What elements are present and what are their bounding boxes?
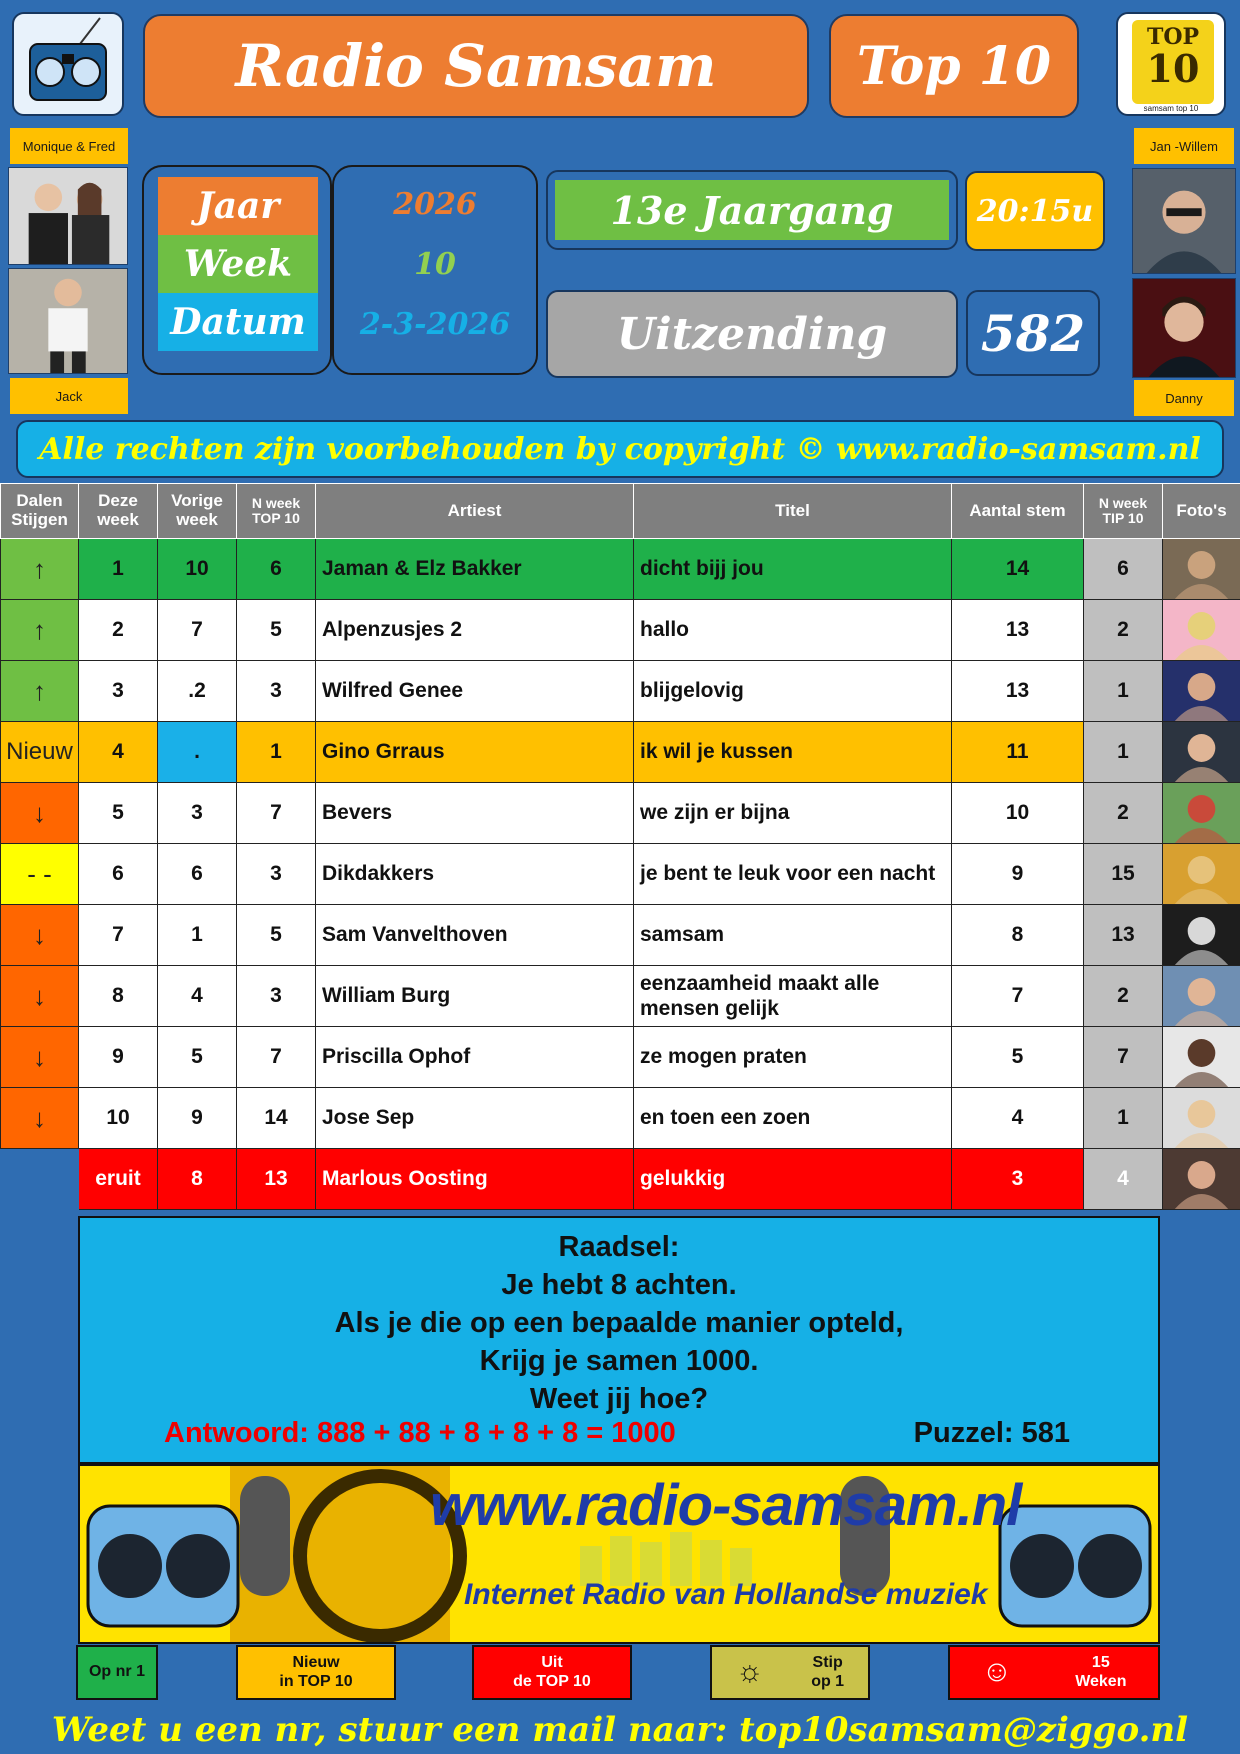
riddle-line-1: Je hebt 8 achten. xyxy=(501,1269,737,1301)
title-cell: gelukkig xyxy=(634,1149,952,1210)
weeks-top10-cell: 5 xyxy=(237,600,316,661)
table-row xyxy=(1,783,1240,844)
weeks-tip10-cell: 1 xyxy=(1084,661,1163,722)
broadcast-label-box: Uitzending xyxy=(546,290,958,378)
weeks-tip10-cell: 6 xyxy=(1084,539,1163,600)
votes-cell: 3 xyxy=(952,1149,1084,1210)
date-value-panel xyxy=(332,165,538,375)
host-tag-jack: Jack xyxy=(10,378,128,414)
artist-cell: Jaman & Elz Bakker xyxy=(316,539,634,600)
title-cell: we zijn er bijna xyxy=(634,783,952,844)
riddle-answer: Antwoord: 888 + 88 + 8 + 8 + 8 = 1000 xyxy=(164,1417,676,1449)
artist-photo xyxy=(1163,1149,1240,1210)
legend-new-in-top10: Nieuw in TOP 10 xyxy=(236,1645,396,1700)
legend-out-of-top10: Uit de TOP 10 xyxy=(472,1645,632,1700)
time-box: 20:15u xyxy=(965,171,1105,251)
top10-logo-right xyxy=(1116,12,1226,116)
previous-position-cell: 3 xyxy=(158,783,237,844)
legend-op-nr1: Op nr 1 xyxy=(76,1645,158,1700)
date-label: Datum xyxy=(158,293,318,351)
page-subtitle: Top 10 xyxy=(856,35,1052,97)
host-tag-jan-willem: Jan -Willem xyxy=(1134,128,1234,164)
votes-cell: 10 xyxy=(952,783,1084,844)
copyright-bar: Alle rechten zijn voorbehouden by copyright © www.radio-samsam.nl xyxy=(16,420,1224,478)
radio-icon-left xyxy=(88,1506,238,1626)
title-cell: blijgelovig xyxy=(634,661,952,722)
table-row xyxy=(1,966,1240,1027)
votes-cell: 14 xyxy=(952,539,1084,600)
weeks-tip10-cell: 4 xyxy=(1084,1149,1163,1210)
col-trend: Dalen Stijgen xyxy=(1,484,79,539)
votes-cell: 7 xyxy=(952,966,1084,1027)
top10-badge-top: TOP xyxy=(1146,24,1200,50)
trend-cell: ↓ xyxy=(1,1088,79,1149)
previous-position-cell: 4 xyxy=(158,966,237,1027)
page-title: Radio Samsam xyxy=(235,32,717,100)
weeks-tip10-cell: 15 xyxy=(1084,844,1163,905)
title-cell: samsam xyxy=(634,905,952,966)
weeks-top10-cell: 3 xyxy=(237,844,316,905)
artist-photo xyxy=(1163,600,1240,661)
table-row xyxy=(1,1027,1240,1088)
artist-photo xyxy=(1163,905,1240,966)
weeks-top10-cell: 7 xyxy=(237,783,316,844)
position-cell: 5 xyxy=(79,783,158,844)
title-cell: eenzaamheid maakt alle mensen gelijk xyxy=(634,966,952,1027)
table-row xyxy=(1,661,1240,722)
artist-photo xyxy=(1163,966,1240,1027)
website-banner[interactable] xyxy=(78,1464,1160,1644)
legend-15-weeks: ☺ 15 Weken xyxy=(948,1645,1160,1700)
votes-cell: 11 xyxy=(952,722,1084,783)
trend-cell: ↓ xyxy=(1,905,79,966)
radio-icon-right xyxy=(1000,1506,1150,1626)
col-photos: Foto's xyxy=(1163,484,1240,539)
artist-cell: William Burg xyxy=(316,966,634,1027)
date-value: 2-3-2026 xyxy=(359,307,511,342)
previous-position-cell: 1 xyxy=(158,905,237,966)
table-row xyxy=(1,844,1240,905)
artist-photo xyxy=(1163,722,1240,783)
position-cell: eruit xyxy=(79,1149,158,1210)
previous-position-cell: 8 xyxy=(158,1149,237,1210)
weeks-top10-cell: 7 xyxy=(237,1027,316,1088)
weeks-tip10-cell: 2 xyxy=(1084,783,1163,844)
smiley-icon: ☺ xyxy=(981,1655,1013,1689)
weeks-tip10-cell: 1 xyxy=(1084,1088,1163,1149)
votes-cell: 5 xyxy=(952,1027,1084,1088)
previous-position-cell: 9 xyxy=(158,1088,237,1149)
trend-cell: ↓ xyxy=(1,1027,79,1088)
year-value: 2026 xyxy=(393,187,477,222)
edition-label: 13e Jaargang xyxy=(555,180,949,240)
broadcast-number-box: 582 xyxy=(966,290,1100,376)
trend-cell: ↓ xyxy=(1,783,79,844)
table-row xyxy=(1,722,1240,783)
riddle-line-3: Krijg je samen 1000. xyxy=(479,1345,759,1377)
votes-cell: 13 xyxy=(952,661,1084,722)
host-photo-jack xyxy=(8,268,128,374)
position-cell: 3 xyxy=(79,661,158,722)
title-cell: en toen een zoen xyxy=(634,1088,952,1149)
top10-badge-number: 10 xyxy=(1146,46,1200,91)
col-votes: Aantal stem xyxy=(952,484,1084,539)
col-this-week: Deze week xyxy=(79,484,158,539)
position-cell: 6 xyxy=(79,844,158,905)
title-cell: je bent te leuk voor een nacht xyxy=(634,844,952,905)
weeks-tip10-cell: 2 xyxy=(1084,966,1163,1027)
position-cell: 2 xyxy=(79,600,158,661)
week-label: Week xyxy=(158,235,318,293)
artist-cell: Jose Sep xyxy=(316,1088,634,1149)
position-cell: 4 xyxy=(79,722,158,783)
previous-position-cell: 6 xyxy=(158,844,237,905)
radio-logo-left xyxy=(12,12,124,116)
trend-cell: - - xyxy=(1,844,79,905)
top10-table xyxy=(0,483,1240,1210)
trend-cell: Nieuw xyxy=(1,722,79,783)
table-header-row xyxy=(1,484,1240,539)
weeks-top10-cell: 3 xyxy=(237,661,316,722)
weeks-top10-cell: 13 xyxy=(237,1149,316,1210)
title-cell: hallo xyxy=(634,600,952,661)
artist-photo xyxy=(1163,661,1240,722)
trend-cell xyxy=(1,1149,79,1210)
artist-cell: Priscilla Ophof xyxy=(316,1027,634,1088)
banner-url[interactable]: www.radio-samsam.nl xyxy=(430,1473,1022,1538)
position-cell: 8 xyxy=(79,966,158,1027)
riddle-heading: Raadsel: xyxy=(558,1231,680,1263)
weeks-top10-cell: 3 xyxy=(237,966,316,1027)
col-title: Titel xyxy=(634,484,952,539)
artist-photo xyxy=(1163,1088,1240,1149)
edition-box xyxy=(546,170,958,250)
date-label-panel xyxy=(142,165,332,375)
col-weeks-tip10: N week TIP 10 xyxy=(1084,484,1163,539)
weeks-top10-cell: 1 xyxy=(237,722,316,783)
host-photo-jan-willem xyxy=(1132,168,1236,274)
position-cell: 7 xyxy=(79,905,158,966)
radio-icon xyxy=(14,14,122,114)
banner-tagline: Internet Radio van Hollandse muziek xyxy=(464,1578,988,1611)
host-photo-monique-fred xyxy=(8,167,128,265)
weeks-top10-cell: 5 xyxy=(237,905,316,966)
year-label: Jaar xyxy=(158,177,318,235)
votes-cell: 9 xyxy=(952,844,1084,905)
votes-cell: 8 xyxy=(952,905,1084,966)
title-top10 xyxy=(829,14,1079,118)
top10-badge-caption: samsam top 10 xyxy=(1143,104,1199,113)
weeks-top10-cell: 6 xyxy=(237,539,316,600)
previous-position-cell: 10 xyxy=(158,539,237,600)
host-tag-danny: Danny xyxy=(1134,380,1234,416)
sun-icon: ☼ xyxy=(735,1655,764,1689)
week-value: 10 xyxy=(414,247,456,282)
riddle-line-2: Als je die op een bepaalde manier opteld, xyxy=(334,1307,904,1339)
votes-cell: 4 xyxy=(952,1088,1084,1149)
previous-position-cell: 5 xyxy=(158,1027,237,1088)
host-tag-monique-fred: Monique & Fred xyxy=(10,128,128,164)
title-cell: ze mogen praten xyxy=(634,1027,952,1088)
host-photo-danny xyxy=(1132,278,1236,378)
trend-cell: ↑ xyxy=(1,600,79,661)
title-radio-samsam xyxy=(143,14,809,118)
position-cell: 9 xyxy=(79,1027,158,1088)
title-cell: ik wil je kussen xyxy=(634,722,952,783)
legend-stip-op1: ☼ Stip op 1 xyxy=(710,1645,870,1700)
artist-cell: Gino Grraus xyxy=(316,722,634,783)
col-weeks-top10: N week TOP 10 xyxy=(237,484,316,539)
votes-cell: 13 xyxy=(952,600,1084,661)
riddle-line-4: Weet jij hoe? xyxy=(529,1383,709,1415)
artist-cell: Bevers xyxy=(316,783,634,844)
weeks-tip10-cell: 2 xyxy=(1084,600,1163,661)
table-row xyxy=(1,600,1240,661)
weeks-tip10-cell: 1 xyxy=(1084,722,1163,783)
footer-mail-line[interactable]: Weet u een nr, stuur een mail naar: top10samsam@ziggo.nl xyxy=(51,1710,1189,1750)
artist-cell: Sam Vanvelthoven xyxy=(316,905,634,966)
riddle-box xyxy=(78,1216,1160,1464)
col-prev-week: Vorige week xyxy=(158,484,237,539)
table-row xyxy=(1,905,1240,966)
table-row xyxy=(1,1088,1240,1149)
puzzle-number: Puzzel: 581 xyxy=(913,1417,1070,1449)
weeks-top10-cell: 14 xyxy=(237,1088,316,1149)
artist-photo xyxy=(1163,783,1240,844)
previous-position-cell: .2 xyxy=(158,661,237,722)
previous-position-cell: 7 xyxy=(158,600,237,661)
weeks-tip10-cell: 13 xyxy=(1084,905,1163,966)
artist-cell: Dikdakkers xyxy=(316,844,634,905)
table-row xyxy=(1,1149,1240,1210)
artist-photo xyxy=(1163,844,1240,905)
trend-cell: ↑ xyxy=(1,661,79,722)
artist-photo xyxy=(1163,1027,1240,1088)
trend-cell: ↑ xyxy=(1,539,79,600)
artist-cell: Wilfred Genee xyxy=(316,661,634,722)
artist-cell: Alpenzusjes 2 xyxy=(316,600,634,661)
artist-photo xyxy=(1163,539,1240,600)
title-cell: dicht bijj jou xyxy=(634,539,952,600)
table-row xyxy=(1,539,1240,600)
artist-cell: Marlous Oosting xyxy=(316,1149,634,1210)
weeks-tip10-cell: 7 xyxy=(1084,1027,1163,1088)
trend-cell: ↓ xyxy=(1,966,79,1027)
previous-position-cell: . xyxy=(158,722,237,783)
col-artist: Artiest xyxy=(316,484,634,539)
position-cell: 10 xyxy=(79,1088,158,1149)
position-cell: 1 xyxy=(79,539,158,600)
